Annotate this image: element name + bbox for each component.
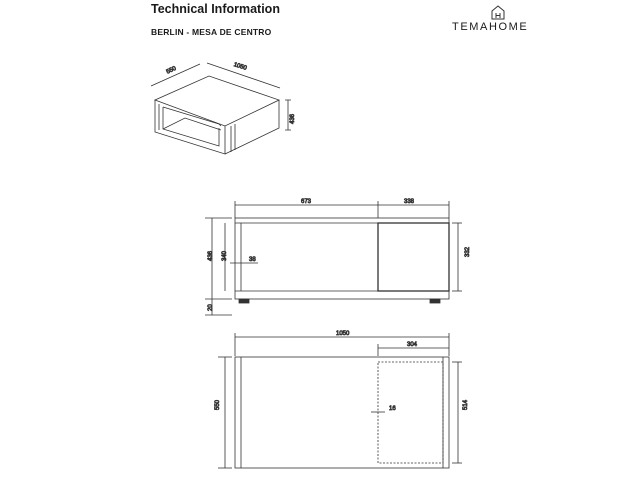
isometric-view bbox=[151, 63, 291, 154]
top-inner-depth-label: 514 bbox=[463, 399, 469, 410]
front-right-width-label: 338 bbox=[404, 199, 415, 205]
front-inner-height-label: 340 bbox=[222, 250, 228, 261]
front-right-height-label: 332 bbox=[465, 246, 471, 257]
page-title: Technical Information bbox=[151, 2, 280, 16]
front-view bbox=[205, 201, 462, 315]
top-right-width-label: 304 bbox=[407, 342, 418, 348]
top-depth-label: 550 bbox=[215, 399, 221, 410]
iso-height-label: 436 bbox=[290, 113, 296, 124]
top-width-label: 1050 bbox=[336, 331, 350, 337]
front-leg-height-label: 20 bbox=[208, 304, 214, 311]
product-name: BERLIN - MESA DE CENTRO bbox=[151, 27, 272, 37]
top-gap-label: 16 bbox=[389, 406, 396, 412]
iso-depth-label: 550 bbox=[165, 65, 178, 76]
top-view bbox=[218, 333, 462, 468]
front-total-height-label: 436 bbox=[208, 250, 214, 261]
front-side-thickness-label: 38 bbox=[249, 257, 256, 263]
iso-width-label: 1050 bbox=[232, 62, 248, 72]
front-left-width-label: 673 bbox=[301, 199, 312, 205]
brand-name: TEMAHOME bbox=[452, 21, 529, 33]
